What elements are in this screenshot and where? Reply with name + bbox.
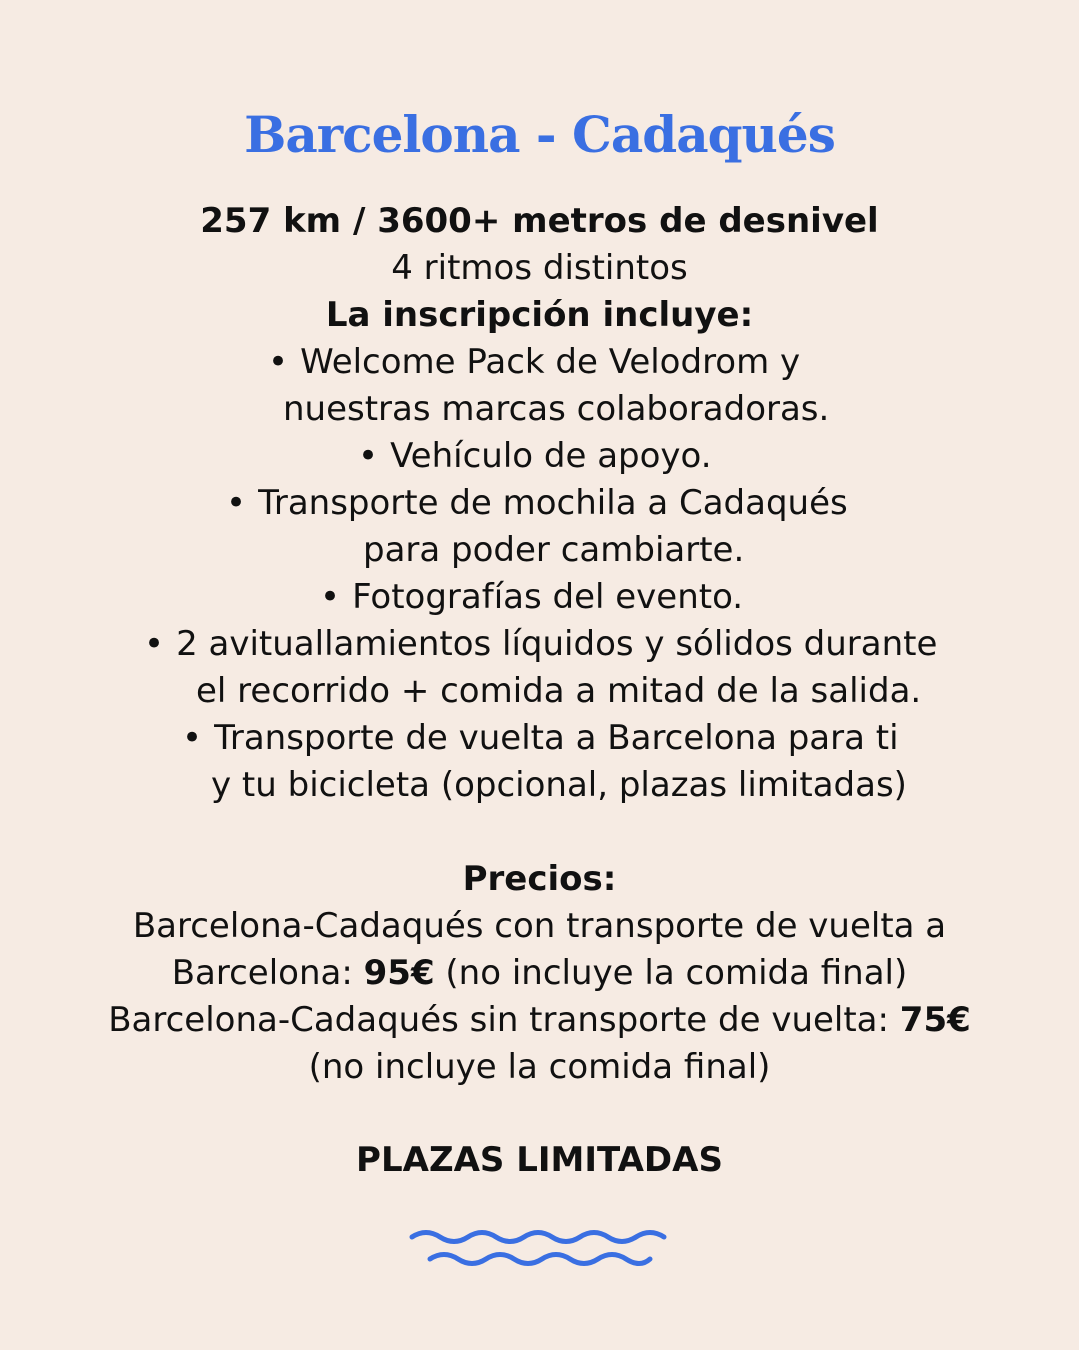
price-option-1-line-2 (0, 950, 1079, 997)
list-item-text: Transporte de mochila a Cadaqués (258, 483, 848, 523)
price-option-2-line-1 (0, 997, 1079, 1044)
list-item (144, 621, 937, 668)
list-item-text: Fotografías del evento. (352, 577, 744, 617)
list-item-text: Transporte de vuelta a Barcelona para ti (214, 718, 899, 758)
price-option-2-text: Barcelona-Cadaqués sin transporte de vuelta: (108, 1000, 900, 1040)
limited-places-notice: PLAZAS LIMITADAS (356, 1140, 723, 1180)
list-item-continuation: nuestras marcas colaboradoras. (283, 389, 830, 429)
list-item-text: Welcome Pack de Velodrom y (300, 342, 801, 382)
price-option-2-amount: 75€ (899, 1000, 971, 1040)
price-option-1-line-1: Barcelona-Cadaqués con transporte de vuelta a (132, 906, 947, 946)
bullet-icon: • (320, 577, 341, 617)
includes-heading: La inscripción incluye: (325, 295, 754, 335)
bullet-icon: • (144, 624, 165, 664)
rhythms: 4 ritmos distintos (391, 248, 688, 288)
list-item-text: 2 avituallamientos líquidos y sólidos durante (176, 624, 938, 664)
price-option-2-note: (no incluye la comida final) (308, 1047, 771, 1087)
list-item-continuation: y tu bicicleta (opcional, plazas limitadas) (211, 765, 907, 805)
distance-elevation: 257 km / 3600+ metros de desnivel (200, 201, 879, 241)
list-item (268, 339, 800, 386)
list-item-continuation: el recorrido + comida a mitad de la salida. (196, 671, 922, 711)
bullet-icon: • (268, 342, 289, 382)
price-option-1-prefix: Barcelona: (171, 953, 364, 993)
prices-heading: Precios: (462, 859, 617, 899)
waves-icon (408, 1226, 672, 1270)
list-item (320, 574, 743, 621)
bullet-icon: • (358, 436, 379, 476)
price-option-1-note: (no incluye la comida final) (434, 953, 908, 993)
bullet-icon: • (226, 483, 247, 523)
price-option-1-amount: 95€ (363, 953, 435, 993)
list-item (358, 433, 712, 480)
list-item-continuation: para poder cambiarte. (363, 530, 745, 570)
list-item (226, 480, 848, 527)
page-title: Barcelona - Cadaqués (244, 105, 835, 164)
list-item (182, 715, 899, 762)
list-item-text: Vehículo de apoyo. (390, 436, 712, 476)
bullet-icon: • (182, 718, 203, 758)
